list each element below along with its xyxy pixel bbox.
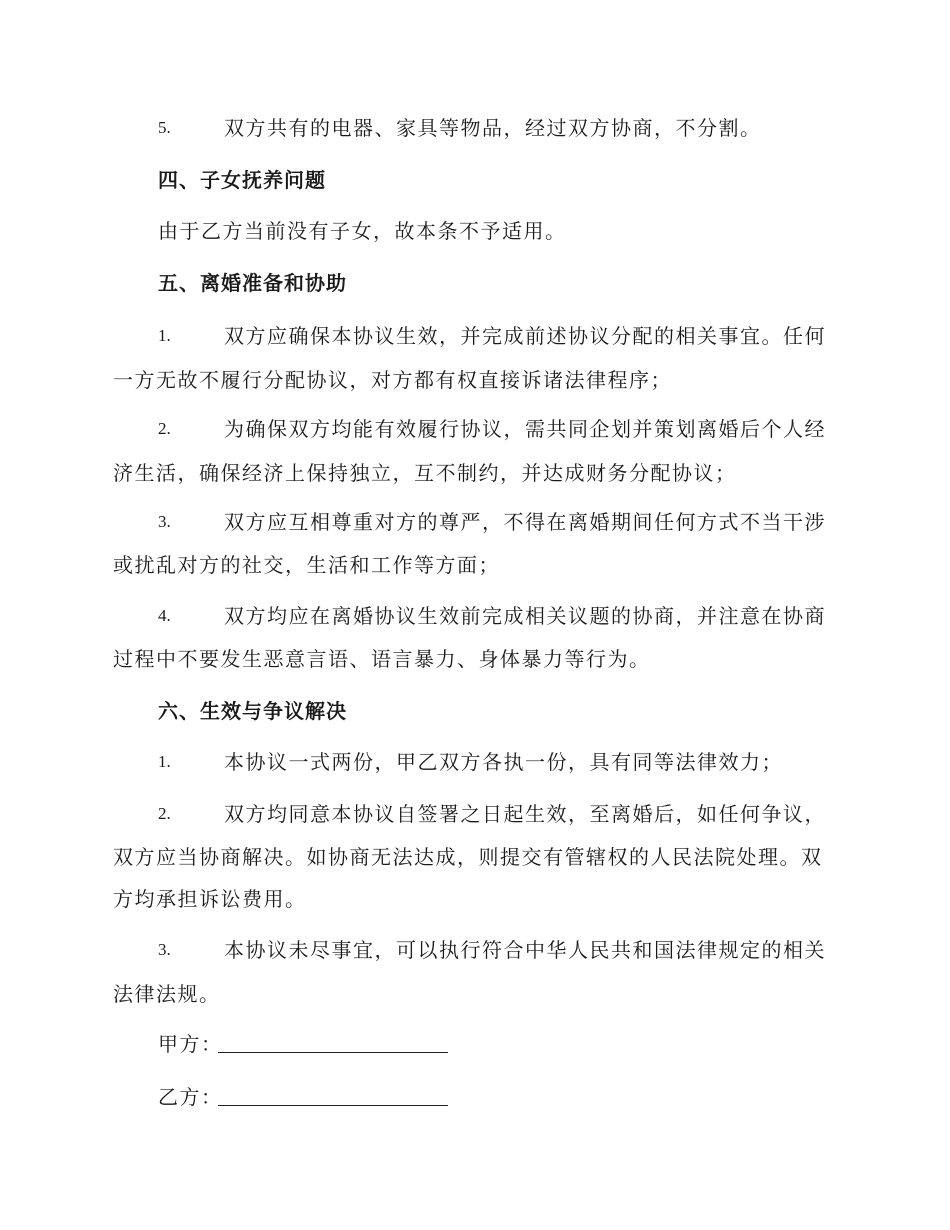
paragraph-line: 一方无故不履行分配协议，对方都有权直接诉诸法律程序； (113, 368, 672, 392)
paragraph-line: 双方应确保本协议生效，并完成前述协议分配的相关事宜。任何 (224, 324, 826, 348)
list-number: 3. (158, 940, 171, 959)
paragraph-line: 双方应当协商解决。如协商无法达成，则提交有管辖权的人民法院处理。双 (113, 845, 823, 869)
section-heading: 六、生效与争议解决 (158, 699, 347, 723)
party-a-label: 甲方： (158, 1032, 223, 1056)
list-number: 1. (158, 752, 171, 771)
paragraph-line: 或扰乱对方的社交，生活和工作等方面； (113, 553, 500, 577)
section-heading: 五、离婚准备和协助 (158, 271, 347, 295)
paragraph-line: 法律法规。 (113, 982, 221, 1006)
list-number: 2. (158, 804, 171, 823)
section-heading: 四、子女抚养问题 (158, 168, 326, 192)
paragraph-line: 过程中不要发生恶意言语、语言暴力、身体暴力等行为。 (113, 647, 651, 671)
paragraph-line: 由于乙方当前没有子女，故本条不予适用。 (158, 219, 567, 243)
paragraph-line: 济生活，确保经济上保持独立，互不制约，并达成财务分配协议； (113, 461, 737, 485)
list-number: 5. (158, 118, 171, 137)
party-b-signature-line[interactable] (218, 1105, 448, 1106)
list-number: 4. (158, 606, 171, 625)
paragraph-line: 为确保双方均能有效履行协议，需共同企划并策划离婚后个人经 (224, 417, 826, 441)
party-b-label: 乙方： (158, 1085, 223, 1109)
list-number: 1. (158, 326, 171, 345)
paragraph-line: 双方均同意本协议自签署之日起生效，至离婚后，如任何争议， (224, 802, 826, 826)
paragraph-line: 双方均应在离婚协议生效前完成相关议题的协商，并注意在协商 (224, 604, 826, 628)
list-number: 3. (158, 512, 171, 531)
paragraph-line: 方均承担诉讼费用。 (113, 887, 307, 911)
paragraph-line: 本协议一式两份，甲乙双方各执一份，具有同等法律效力； (224, 750, 783, 774)
paragraph-line: 本协议未尽事宜，可以执行符合中华人民共和国法律规定的相关 (224, 938, 826, 962)
paragraph-line: 双方应互相尊重对方的尊严，不得在离婚期间任何方式不当干涉 (224, 510, 826, 534)
list-number: 2. (158, 419, 171, 438)
party-a-signature-line[interactable] (218, 1052, 448, 1053)
paragraph-line: 双方共有的电器、家具等物品，经过双方协商，不分割。 (224, 116, 762, 140)
